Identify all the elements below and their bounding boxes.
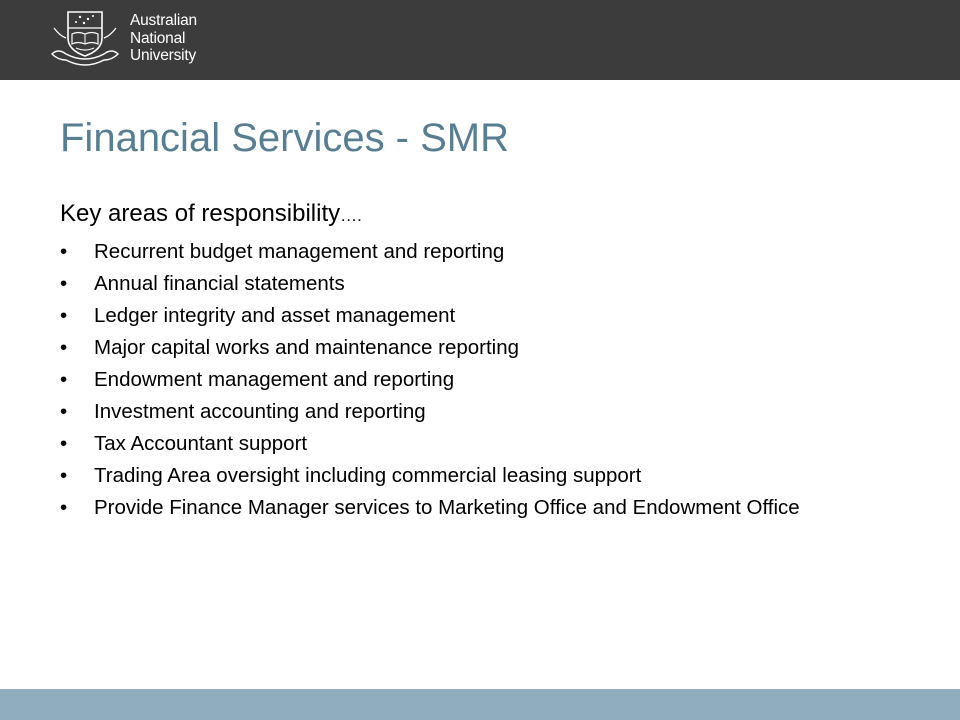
bullet-icon: • [60, 400, 68, 423]
anu-logo[interactable] [48, 8, 228, 72]
logo-line-1: Australian [130, 12, 197, 29]
logo-line-3: University [130, 47, 197, 64]
intro-text: Key areas of responsibility [60, 200, 341, 227]
bullet-icon: • [60, 336, 68, 359]
footer-bar [0, 689, 960, 720]
bullet-icon: • [60, 272, 68, 295]
list-item-text: Annual financial statements [94, 272, 345, 295]
list-item-text: Major capital works and maintenance reporting [94, 336, 520, 359]
list-item [60, 337, 920, 358]
responsibility-list [60, 241, 920, 529]
slide-title: Financial Services - SMR [60, 116, 510, 160]
list-item [60, 305, 920, 326]
list-item-text: Ledger integrity and asset management [94, 304, 456, 327]
intro-ellipsis: …. [340, 206, 362, 225]
list-item [60, 465, 920, 486]
logo-wordmark [130, 12, 197, 65]
logo-line-2: National [130, 29, 186, 47]
intro-heading [60, 200, 362, 228]
list-item [60, 497, 920, 518]
list-item [60, 241, 920, 262]
list-item-text: Trading Area oversight including commercial leasing support [94, 464, 642, 487]
list-item [60, 401, 920, 422]
list-item-text: Recurrent budget management and reporting [94, 240, 505, 263]
bullet-icon: • [60, 304, 68, 327]
anu-crest-icon [48, 8, 122, 70]
list-item [60, 433, 920, 454]
list-item [60, 369, 920, 390]
bullet-icon: • [60, 432, 68, 455]
bullet-icon: • [60, 240, 68, 263]
bullet-icon: • [60, 368, 68, 391]
bullet-icon: • [60, 464, 68, 487]
list-item-text: Tax Accountant support [94, 432, 308, 455]
list-item-text: Endowment management and reporting [94, 368, 455, 391]
list-item-text: Investment accounting and reporting [94, 400, 426, 423]
list-item [60, 273, 920, 294]
bullet-icon: • [60, 496, 68, 519]
header-bar [0, 0, 960, 80]
list-item-text: Provide Finance Manager services to Marketing Office and Endowment Office [94, 496, 800, 519]
